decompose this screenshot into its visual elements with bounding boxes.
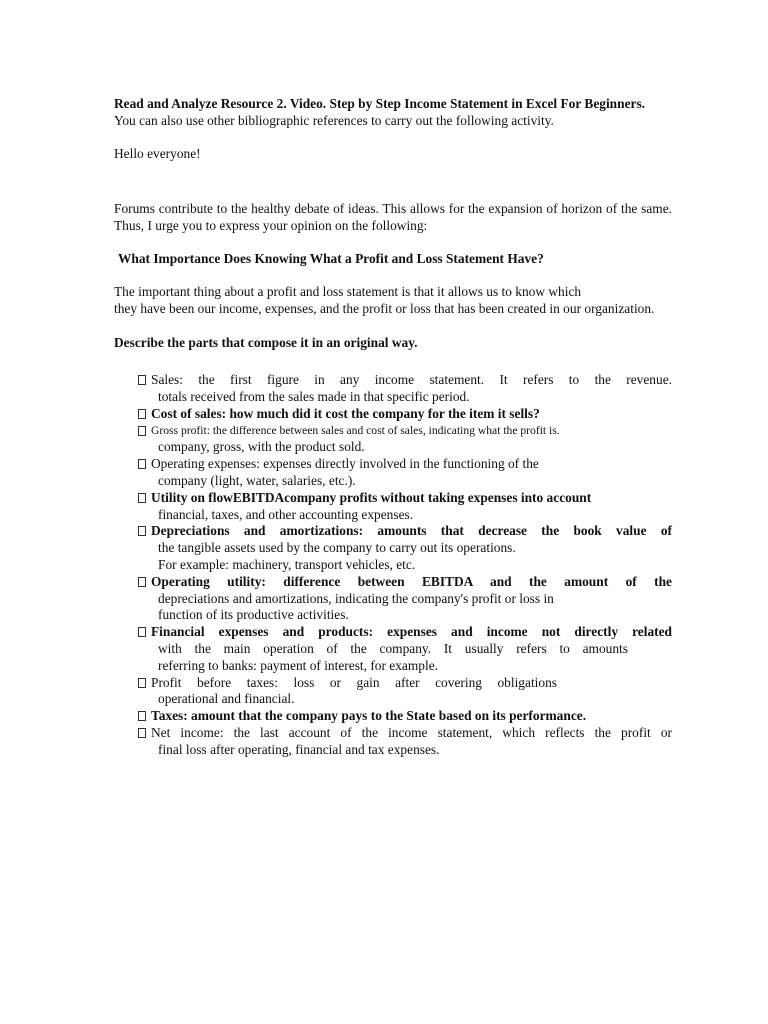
resource-title: Read and Analyze Resource 2. Video. Step by Step Income Statement in Excel For Beginners. — [114, 96, 646, 111]
list-item-text: Net income: the last account of the income statement, which reflects the profit or — [151, 724, 672, 740]
list-item-continuation: financial, taxes, and other accounting expenses. — [158, 506, 414, 522]
bullet-box-icon — [138, 493, 146, 503]
list-item-text: Gross profit: the difference between sales and cost of sales, indicating what the profit is. — [151, 423, 560, 437]
bullet-box-icon — [138, 375, 146, 385]
document-page — [114, 96, 672, 759]
list-item-continuation: totals received from the sales made in that specific period. — [158, 388, 470, 404]
answer-line-2: they have been our income, expenses, and the profit or loss that has been created in our organization. — [114, 300, 655, 316]
parts-list — [114, 372, 672, 758]
list-item-continuation: company (light, water, salaries, etc.). — [158, 472, 356, 488]
question-heading: What Importance Does Knowing What a Profit and Loss Statement Have? — [118, 250, 544, 266]
list-item-continuation: company, gross, with the product sold. — [158, 439, 365, 455]
bullet-box-icon — [138, 459, 146, 469]
list-item-continuation: function of its productive activities. — [158, 607, 349, 623]
list-item — [138, 574, 672, 624]
describe-heading: Describe the parts that compose it in an original way. — [114, 335, 418, 351]
list-item — [138, 423, 672, 457]
list-item-text: Taxes: amount that the company pays to the State based on its performance. — [151, 708, 587, 724]
list-item-text: Operating utility: difference between EBITDA and the amount of the — [151, 573, 672, 589]
list-item-text: Operating expenses: expenses directly involved in the functioning of the — [151, 456, 539, 472]
bullet-box-icon — [138, 627, 146, 637]
answer-paragraph — [114, 284, 672, 318]
bullet-box-icon — [138, 409, 146, 419]
forum-paragraph: Forums contribute to the healthy debate of ideas. This allows for the expansion of horizon of the same. Thus, I urge you to express your opinion on the following: — [114, 201, 672, 234]
greeting: Hello everyone! — [114, 145, 201, 161]
list-item — [138, 406, 672, 423]
bullet-box-icon — [138, 678, 146, 688]
list-item-continuation: depreciations and amortizations, indicating the company's profit or loss in — [158, 590, 554, 606]
bullet-box-icon — [138, 577, 146, 587]
list-item — [138, 675, 672, 709]
list-item-text: Financial expenses and products: expenses and income not directly related — [151, 624, 672, 640]
list-item-text: Sales: the first figure in any income statement. It refers to the revenue. — [151, 372, 672, 388]
bullet-box-icon — [138, 526, 146, 536]
list-item-text: Profit before taxes: loss or gain after covering obligations — [151, 674, 557, 690]
list-item-text: Utility on flowEBITDAcompany profits without taking expenses into account — [151, 489, 592, 505]
answer-line-1: The important thing about a profit and loss statement is that it allows us to know which — [114, 283, 582, 299]
list-item-continuation: final loss after operating, financial and tax expenses. — [158, 741, 440, 757]
list-item-continuation: For example: machinery, transport vehicles, etc. — [158, 556, 416, 572]
list-item — [138, 523, 672, 573]
list-item — [138, 490, 672, 524]
list-item — [138, 708, 672, 725]
list-item-continuation: referring to banks: payment of interest, for example. — [158, 657, 438, 673]
list-item — [138, 725, 672, 759]
list-item-continuation: with the main operation of the company. It usually refers to amounts — [158, 640, 628, 656]
list-item-text: Depreciations and amortizations: amounts that decrease the book value of — [151, 523, 672, 539]
list-item — [138, 456, 672, 490]
list-item — [138, 624, 672, 674]
list-item-continuation: operational and financial. — [158, 691, 295, 707]
bullet-box-icon — [138, 711, 146, 721]
list-item — [138, 372, 672, 406]
bullet-box-icon — [138, 728, 146, 738]
instruction-text: You can also use other bibliographic references to carry out the following activity. — [114, 112, 554, 128]
list-item-text: Cost of sales: how much did it cost the company for the item it sells? — [151, 405, 540, 421]
bullet-box-icon — [138, 426, 146, 436]
list-item-continuation: the tangible assets used by the company to carry out its operations. — [158, 540, 516, 556]
